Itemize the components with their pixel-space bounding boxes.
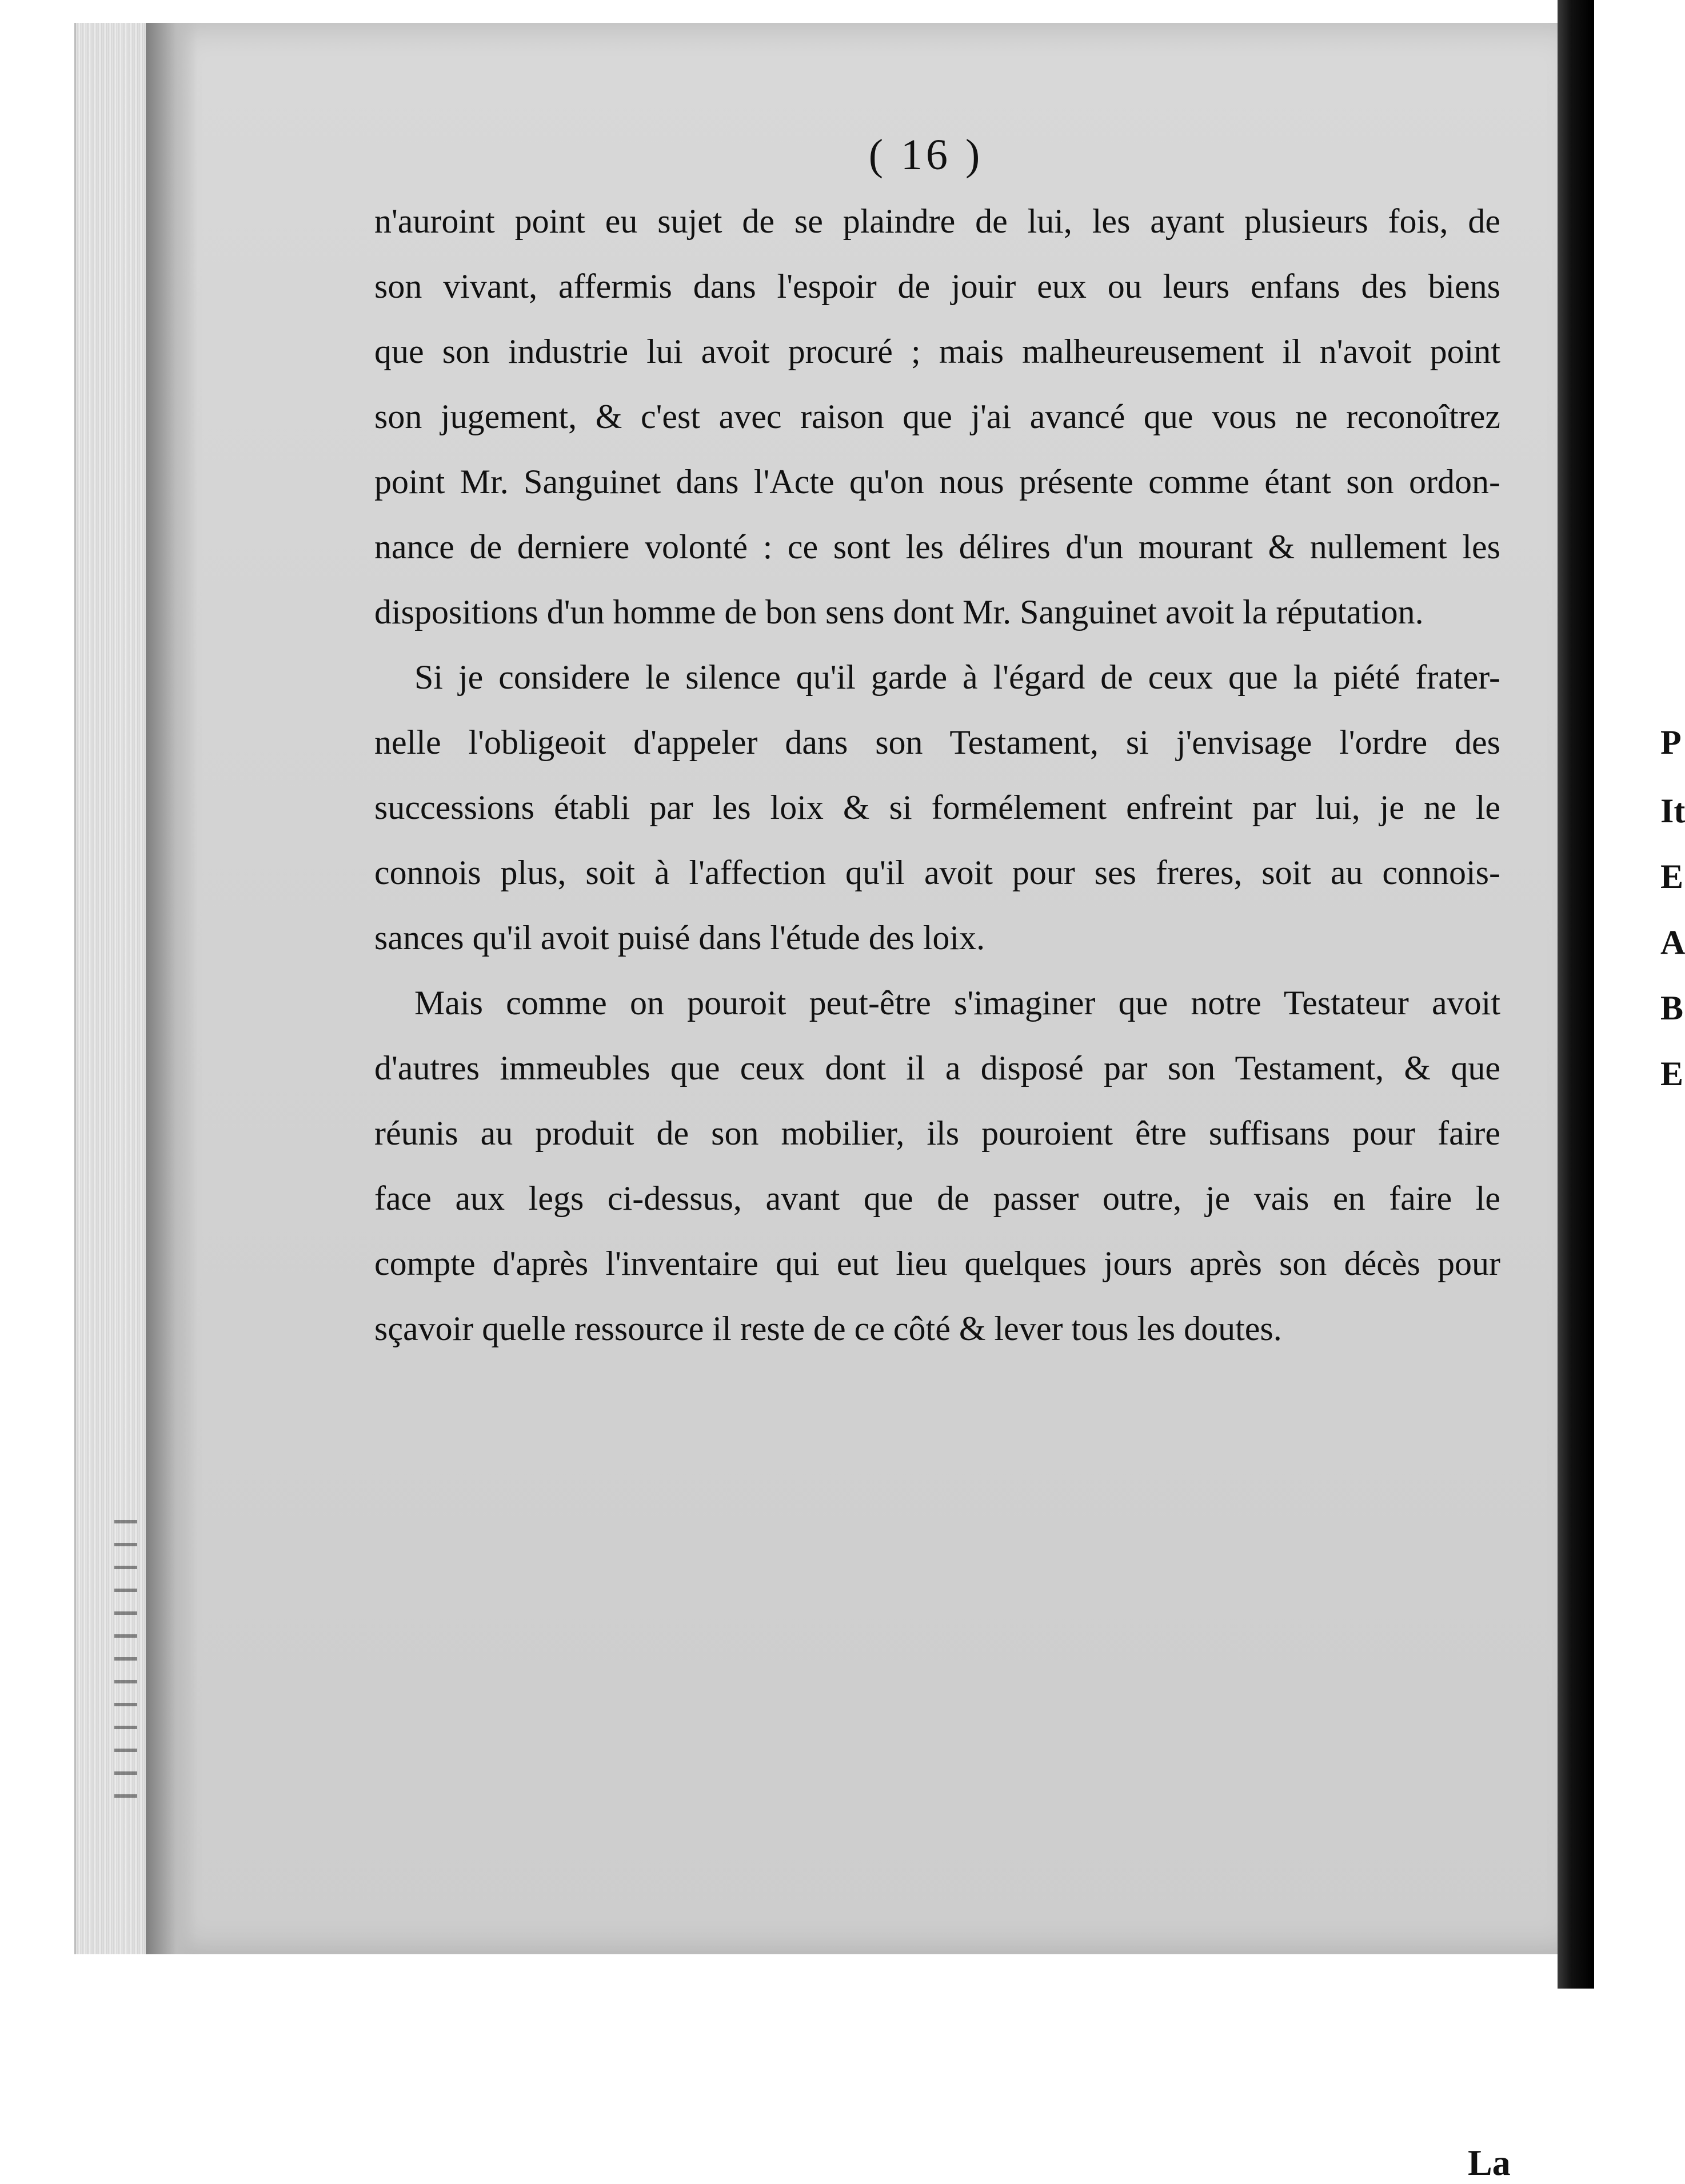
paragraph-3 [374,970,1500,1361]
text-line: d'autres immeubles que ceux dont il a disposé par son Testament, & que [374,1049,1500,1087]
body-text [374,189,1500,1361]
text-line: nelle l'obligeoit d'appeler dans son Testament, si j'envisage l'ordre des [374,723,1500,761]
text-line: son vivant, affermis dans l'espoir de jouir eux ou leurs enfans des biens [374,267,1500,305]
catchword: La [1468,2142,1511,2183]
paragraph-2 [374,645,1500,970]
text-line: dispositions d'un homme de bon sens dont Mr. Sanguinet avoit la réputation. [374,593,1424,631]
text-line: successions établi par les loix & si formélement enfreint par lui, je ne le [374,789,1500,826]
text-line: connois plus, soit à l'affection qu'il avoit pour ses freres, soit au connois- [374,854,1500,891]
text-line: sances qu'il avoit puisé dans l'étude des loix. [374,919,985,957]
text-line: compte d'après l'inventaire qui eut lieu quelques jours après son décès pour [374,1245,1500,1282]
text-line: réunis au produit de son mobilier, ils pouroient être suffisans pour faire [374,1114,1500,1152]
facing-page-letter: B [1660,989,1684,1027]
facing-page-letter: It [1660,792,1685,830]
text-line: Si je considere le silence qu'il garde à l'égard de ceux que la piété frater- [414,658,1500,696]
text-line: sçavoir quelle ressource il reste de ce côté & lever tous les doutes. [374,1310,1282,1347]
facing-page-letter: P [1660,723,1682,761]
margin-marks [114,1520,137,1817]
text-line: n'auroint point eu sujet de se plaindre de lui, les ayant plusieurs fois, de [374,202,1500,240]
text-line: face aux legs ci-dessus, avant que de passer outre, je vais en faire le [374,1179,1500,1217]
book-gutter [1558,0,1592,1989]
facing-page-letter: E [1660,1055,1684,1093]
text-line: son jugement, & c'est avec raison que j'ai avancé que vous ne reconoîtrez [374,398,1500,435]
page-shadow [146,23,197,1954]
facing-page-letter: E [1660,858,1684,895]
text-line: nance de derniere volonté : ce sont les délires d'un mourant & nullement les [374,528,1500,566]
text-line: Mais comme on pouroit peut-être s'imaginer que notre Testateur avoit [414,984,1500,1022]
text-line: point Mr. Sanguinet dans l'Acte qu'on nous présente comme étant son ordon- [374,463,1500,501]
paragraph-1 [374,189,1500,645]
text-line: que son industrie lui avoit procuré ; mais malheureusement il n'avoit point [374,333,1500,370]
facing-page-letter: A [1660,923,1685,961]
page-number: ( 16 ) [868,131,984,179]
